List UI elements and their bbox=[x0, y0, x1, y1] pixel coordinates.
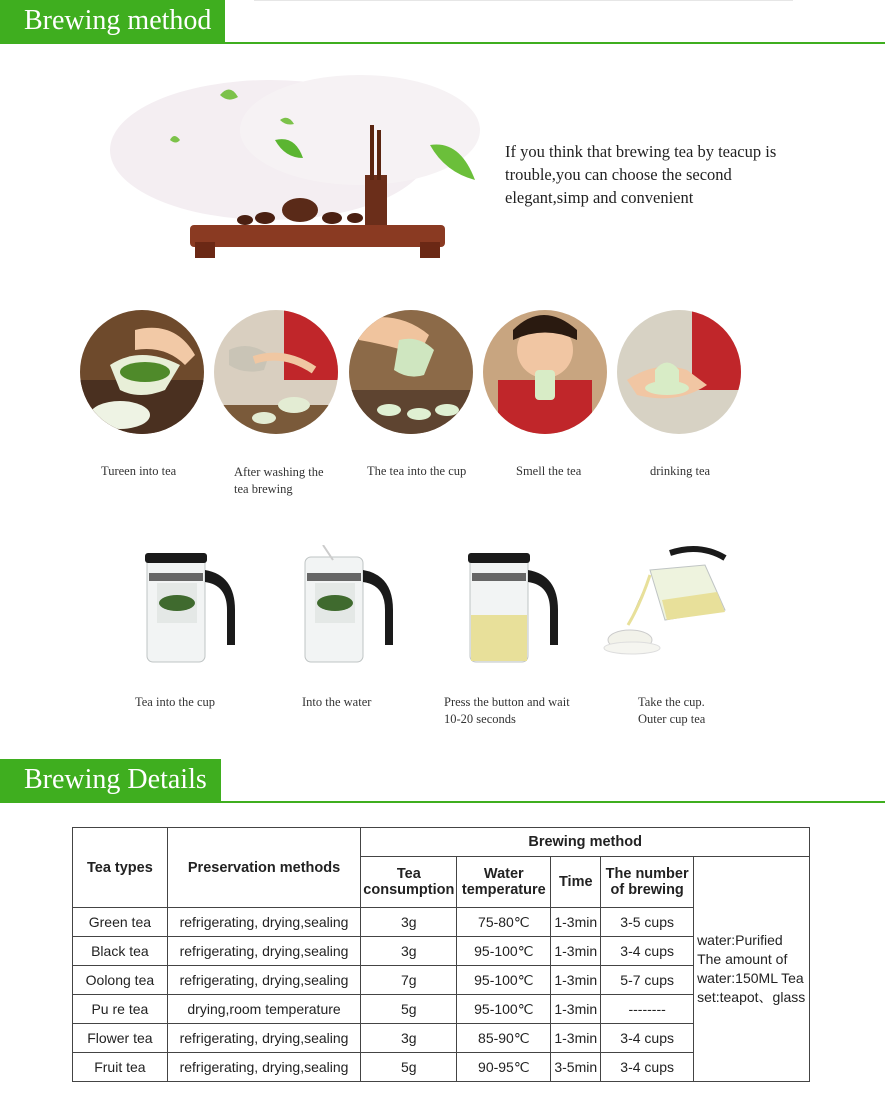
cell-time: 1-3min bbox=[551, 966, 601, 995]
cell-number: 3-4 cups bbox=[601, 1024, 694, 1053]
cell-consumption: 7g bbox=[361, 966, 457, 995]
cell-type: Black tea bbox=[73, 937, 168, 966]
cell-preservation: refrigerating, drying,sealing bbox=[167, 966, 361, 995]
cell-temperature: 75-80℃ bbox=[457, 908, 551, 937]
teapot-image-4 bbox=[600, 545, 730, 675]
cell-type: Oolong tea bbox=[73, 966, 168, 995]
cell-temperature: 85-90℃ bbox=[457, 1024, 551, 1053]
cell-temperature: 95-100℃ bbox=[457, 937, 551, 966]
cell-time: 3-5min bbox=[551, 1053, 601, 1082]
cell-number: 3-5 cups bbox=[601, 908, 694, 937]
pot-caption-4: Take the cup. Outer cup tea bbox=[638, 695, 706, 726]
step-caption-2: After washing the tea brewing bbox=[234, 465, 324, 496]
cell-type: Green tea bbox=[73, 908, 168, 937]
header-time: Time bbox=[551, 857, 601, 908]
cell-consumption: 5g bbox=[361, 1053, 457, 1082]
intro-text: If you think that brewing tea by teacup is trouble,you can choose the second elegant,simp and convenient bbox=[505, 142, 777, 207]
cell-preservation: refrigerating, drying,sealing bbox=[167, 1053, 361, 1082]
cell-temperature: 95-100℃ bbox=[457, 995, 551, 1024]
step-image-tea-into-cup bbox=[349, 310, 473, 434]
teapot-image-1 bbox=[135, 545, 265, 675]
section-header-brewing-details bbox=[0, 759, 885, 803]
pot-caption-3: Press the button and wait 10-20 seconds bbox=[444, 695, 570, 726]
step-image-tureen bbox=[80, 310, 204, 434]
cell-consumption: 3g bbox=[361, 908, 457, 937]
cell-temperature: 90-95℃ bbox=[457, 1053, 551, 1082]
cell-time: 1-3min bbox=[551, 995, 601, 1024]
step-caption-4: Smell the tea bbox=[516, 464, 582, 478]
step-caption-3: The tea into the cup bbox=[367, 464, 467, 478]
cell-preservation: drying,room temperature bbox=[167, 995, 361, 1024]
step-caption-5: drinking tea bbox=[650, 464, 711, 478]
header-preservation: Preservation methods bbox=[167, 828, 361, 908]
brewing-note: water:Purified The amount of water:150ML Tea set:teapot、glass bbox=[694, 857, 810, 1082]
step-caption-1: Tureen into tea bbox=[101, 464, 177, 478]
cell-time: 1-3min bbox=[551, 937, 601, 966]
cell-number: -------- bbox=[601, 995, 694, 1024]
cell-number: 5-7 cups bbox=[601, 966, 694, 995]
cell-type: Flower tea bbox=[73, 1024, 168, 1053]
header-number-brewing: The number of brewing bbox=[601, 857, 694, 908]
step-image-washing bbox=[214, 310, 338, 434]
cell-time: 1-3min bbox=[551, 908, 601, 937]
header-brewing-method: Brewing method bbox=[361, 828, 810, 857]
section-header-brewing-method bbox=[0, 0, 885, 44]
header-water-temperature: Water temperature bbox=[457, 857, 551, 908]
header-consumption: Tea consumption bbox=[361, 857, 457, 908]
cell-temperature: 95-100℃ bbox=[457, 966, 551, 995]
section-title: Brewing Details bbox=[0, 759, 221, 801]
step-image-drinking bbox=[617, 310, 741, 434]
cell-time: 1-3min bbox=[551, 1024, 601, 1053]
step-image-smell bbox=[483, 310, 607, 434]
header-tea-types: Tea types bbox=[73, 828, 168, 908]
cell-preservation: refrigerating, drying,sealing bbox=[167, 937, 361, 966]
teapot-image-3 bbox=[458, 545, 588, 675]
cell-number: 3-4 cups bbox=[601, 937, 694, 966]
cell-preservation: refrigerating, drying,sealing bbox=[167, 908, 361, 937]
cell-number: 3-4 cups bbox=[601, 1053, 694, 1082]
tea-tray-illustration bbox=[100, 70, 500, 270]
cell-preservation: refrigerating, drying,sealing bbox=[167, 1024, 361, 1053]
header-thin-rule bbox=[254, 0, 793, 1]
pot-caption-2: Into the water bbox=[302, 695, 372, 709]
cell-type: Fruit tea bbox=[73, 1053, 168, 1082]
cell-type: Pu re tea bbox=[73, 995, 168, 1024]
cell-consumption: 5g bbox=[361, 995, 457, 1024]
header-rule bbox=[0, 42, 885, 44]
cell-consumption: 3g bbox=[361, 937, 457, 966]
section-title: Brewing method bbox=[0, 0, 225, 42]
cell-consumption: 3g bbox=[361, 1024, 457, 1053]
teapot-image-2 bbox=[293, 545, 423, 675]
pot-caption-1: Tea into the cup bbox=[135, 695, 215, 709]
header-rule bbox=[0, 801, 885, 803]
brewing-details-table bbox=[72, 827, 810, 1082]
